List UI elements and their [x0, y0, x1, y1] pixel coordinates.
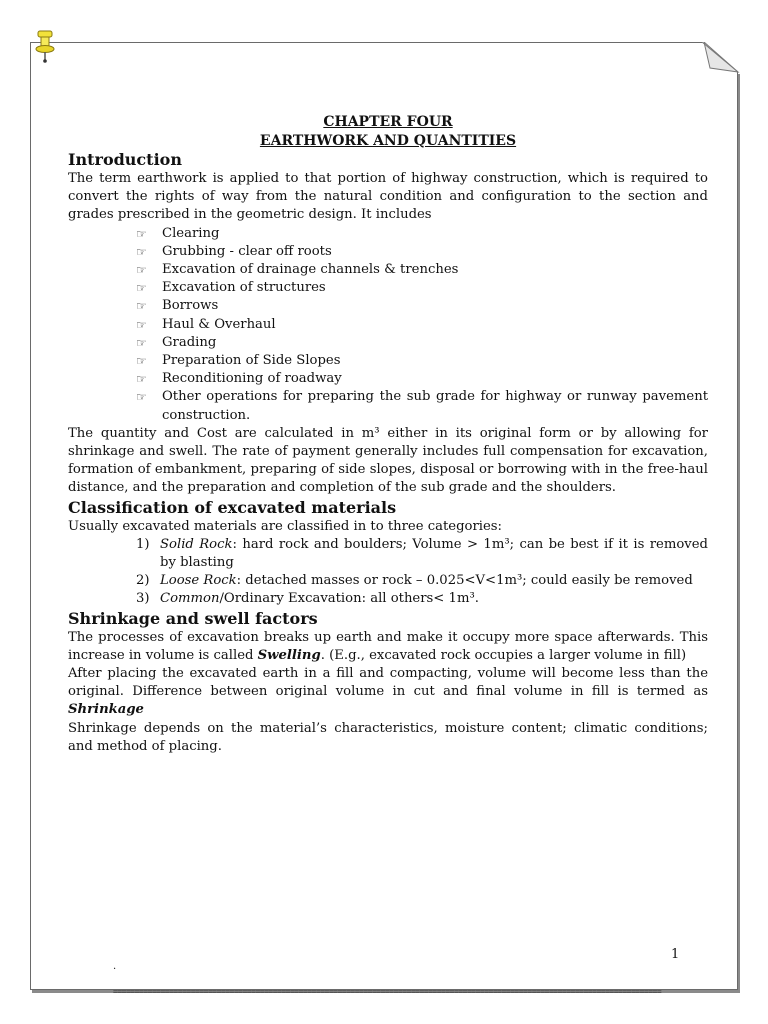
chapter-label: CHAPTER FOUR [323, 114, 453, 130]
footer-mark: . [113, 961, 117, 972]
section-heading-introduction: Introduction [68, 150, 182, 169]
swelling-paragraph: The processes of excavation breaks up earth and make it occupy more space afterwards. This increase in volume is called Swelling. (E.g., excavated rock occupies a larger volume in fill) [68, 629, 708, 663]
list-item: ☞ Preparation of Side Slopes [136, 352, 708, 370]
hand-pointer-bullet-icon: ☞ [136, 263, 147, 278]
list-item: 3) Common/Ordinary Excavation: all others< 1m³. [136, 591, 479, 607]
hand-pointer-bullet-icon: ☞ [136, 244, 147, 259]
shrinkage-paragraph: After placing the excavated earth in a fill and compacting, volume will become less than the original. Difference between original volume in cut and final volume in fill is termed as Shrinkage [68, 666, 708, 718]
list-item: ☞ Excavation of drainage channels & trenches [136, 261, 708, 279]
section-heading-classification: Classification of excavated materials [68, 497, 397, 517]
hand-pointer-bullet-icon: ☞ [136, 335, 147, 350]
list-item: ☞ Grading [136, 334, 708, 352]
cost-paragraph: The quantity and Cost are calculated in m³ either in its original form or by allowing for shrinkage and swell. The rate of payment generally includes full compensation for excavation, formation of embankment, preparing of side slopes, disposal or borrowing with in the free-haul distance, and the preparation and completion of the sub grade and the shoulders. [68, 425, 708, 496]
list-item: ☞ Reconditioning of roadway [136, 370, 708, 388]
hand-pointer-bullet-icon: ☞ [136, 317, 147, 332]
list-item: ☞ Grubbing - clear off roots [136, 243, 708, 261]
term-common: Common [160, 591, 220, 607]
list-item: ☞ Clearing [136, 225, 708, 243]
intro-paragraph: The term earthwork is applied to that portion of highway construction, which is required to convert the rights of way from the natural condition and configuration to the section and grades prescribed in the geometric design. It includes [68, 171, 708, 223]
list-item: 1) Solid Rock: hard rock and boulders; Volume > 1m³; can be best if it is removed by blasting [136, 536, 708, 571]
section-heading-shrinkage: Shrinkage and swell factors [68, 608, 318, 628]
term-swelling: Swelling [257, 647, 321, 663]
classification-lead: Usually excavated materials are classified in to three categories: [68, 518, 503, 534]
pushpin-icon [34, 30, 56, 64]
hand-pointer-bullet-icon: ☞ [136, 390, 147, 405]
page-content [68, 113, 708, 756]
term-shrinkage: Shrinkage [68, 702, 144, 718]
hand-pointer-bullet-icon: ☞ [136, 299, 147, 314]
earthwork-operations-list [68, 225, 708, 425]
chapter-title: EARTHWORK AND QUANTITIES [259, 132, 517, 149]
document-page [30, 42, 738, 996]
list-item: 2) Loose Rock: detached masses or rock – 0.025<V<1m³; could easily be removed [136, 573, 693, 589]
term-solid-rock: Solid Rock [160, 536, 233, 552]
hand-pointer-bullet-icon: ☞ [136, 226, 147, 241]
page-number: 1 [671, 947, 680, 962]
shrinkage-factors-paragraph: Shrinkage depends on the material’s characteristics, moisture content; climatic conditions; and method of placing. [68, 720, 708, 754]
list-item: ☞ Excavation of structures [136, 279, 708, 297]
term-loose-rock: Loose Rock [160, 573, 237, 589]
list-item: ☞ Other operations for preparing the sub grade for highway or runway pavement construction. [136, 388, 708, 424]
hand-pointer-bullet-icon: ☞ [136, 354, 147, 369]
list-item: ☞ Borrows [136, 297, 708, 315]
hand-pointer-bullet-icon: ☞ [136, 281, 147, 296]
classification-list [68, 536, 708, 609]
hand-pointer-bullet-icon: ☞ [136, 372, 147, 387]
list-item: ☞ Haul & Overhaul [136, 316, 708, 334]
footer-rule: =============================================================================================================================== [113, 987, 662, 996]
page-corner-fold [702, 42, 738, 72]
